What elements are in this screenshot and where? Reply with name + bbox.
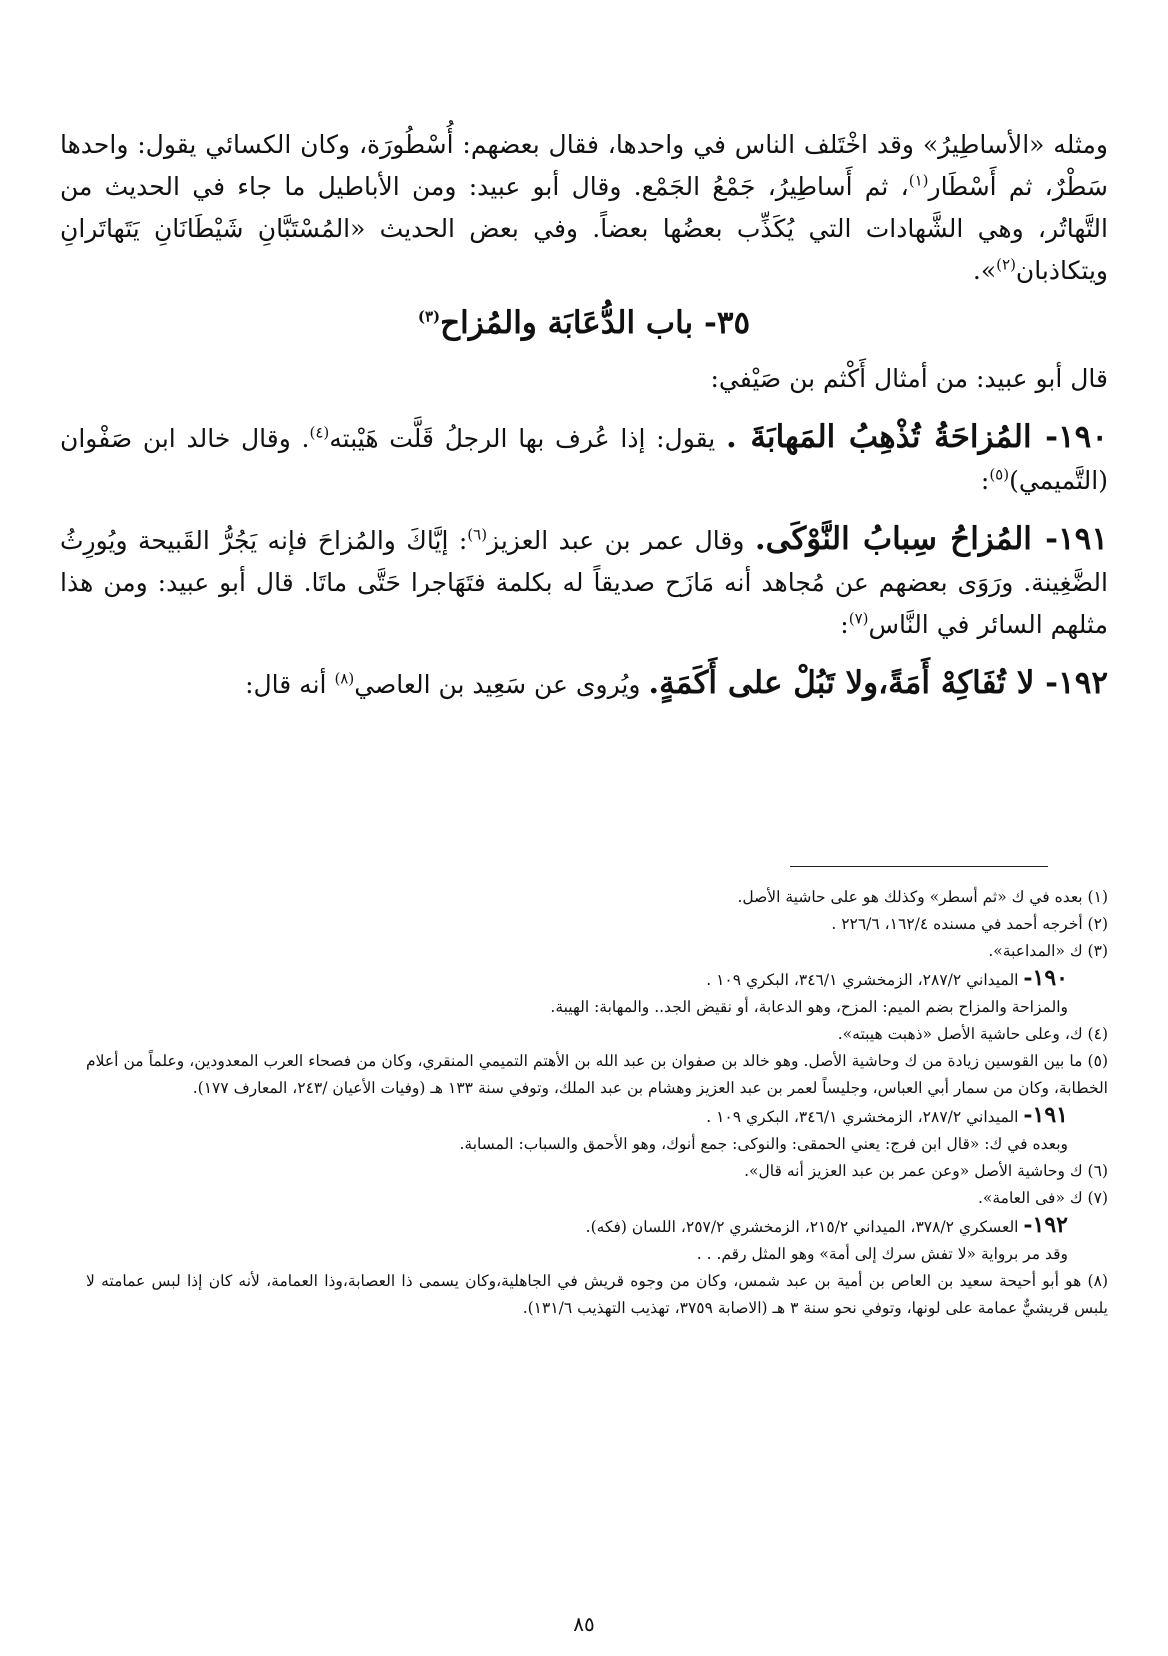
text-run: وقال عمر بن عبد العزيز	[487, 526, 755, 555]
text-run: :	[840, 610, 849, 639]
text-run: :	[980, 466, 990, 495]
footnote-ref: (٢)	[996, 255, 1016, 274]
chapter-heading	[60, 302, 1108, 344]
reference-number: ١٩١-	[1023, 1102, 1068, 1128]
text-run: ».	[972, 256, 997, 285]
footnote-3: (٣) ك «المداعبة».	[988, 942, 1108, 960]
text-run: أنه قال:	[245, 670, 335, 699]
footnote-ref: (٣)	[417, 307, 441, 326]
reference-192	[86, 1212, 1108, 1241]
footnote-1: (١) بعده في ك «ثم أسطر» وكذلك هو على حاشية الأصل.	[737, 888, 1108, 906]
note-191: وبعده في ك: «قال ابن فرج: يعني الحمقى: والنوكى: جمع أنوك، وهو الأحمق والسباب: المسابة.	[459, 1135, 1068, 1153]
paragraph-asatir	[60, 124, 1108, 292]
footnote-8: (٨) هو أبو أحيحة سعيد بن العاص بن أمية بن عبد شمس، وكان من وجوه قريش في الجاهلية،وكان يسمى ذا العصابة،وذا العمامة، لأنه كان إذا لبس عمامته لا يلبس قريشيٌّ عمامة على لونها، وتوفي نحو سنة ٣ هـ (الاصابة ٣٧٥٩، تهذيب التهذيب ١٣١/٦).	[86, 1272, 1108, 1317]
reference-text: الميداني ٢٨٧/٢، الزمخشري ٣٤٦/١، البكري ١٠٩ .	[706, 1108, 1024, 1126]
text-run: يقول: إذا عُرف بها الرجلُ قَلَّت هَيْبته	[329, 424, 726, 453]
text-run: ومثله «الأساطِيرُ» وقد اخْتَلف الناس في واحدها، فقال بعضهم: أُسْطُورَة، وكان الكسائي يقول: واحدها سَطْرٌ، ثم أَسْطَار	[60, 130, 1108, 201]
footnote-ref: (٤)	[309, 423, 330, 442]
text-run: : إيَّاكَ والمُزاحَ فإنه يَجُرُّ القَبيحة ويُورِثُ الضَّغِينة. ورَوَى بعضهم عن مُجاهد أنه مَازَح صديقاً له بكلمة فتَهَاجرا حَتَّى ماتَا. قال أبو عبيد: ومن هذا مثلهم السائر في النَّاس	[60, 526, 1108, 639]
note-190: والمزاحة والمزاح بضم الميم: المزح، وهو الدعابة، أو نقيض الجد.. والمهابة: الهيبة.	[550, 998, 1068, 1016]
text-run: . وقال خالد ابن صَفْوان (التَّميمي)	[60, 424, 1108, 495]
reference-191	[86, 1102, 1108, 1131]
reference-text: العسكري ٣٧٨/٢، الميداني ٢١٥/٢، الزمخشري ٢٥٧/٢، اللسان (فكه).	[585, 1218, 1024, 1236]
proverb-192	[60, 662, 1108, 706]
text-run: ويُروى عن سَعِيد بن العاصي	[354, 670, 649, 699]
proverb-title: ١٩١- المُزاحُ سِبابُ النَّوْكَى.	[754, 521, 1108, 557]
proverb-title: ١٩٠- المُزاحَةُ تُذْهِبُ المَهابَةَ .	[725, 419, 1108, 455]
main-text	[60, 124, 1108, 706]
proverb-191	[60, 518, 1108, 646]
footnote-2: (٢) أخرجه أحمد في مسنده ١٦٢/٤، ٢٢٦/٦ .	[831, 915, 1108, 933]
reference-190	[86, 965, 1108, 994]
proverb-title: ١٩٢- لا تُفَاكِهْ أَمَةً،ولا تَبُلْ على أَكَمَةٍ.	[648, 665, 1108, 701]
footnote-ref: (٥)	[989, 465, 1010, 484]
footnote-ref: (٨)	[334, 669, 355, 688]
paragraph-intro: قال أبو عبيد: من أمثال أَكْثم بن صَيْفي:	[710, 364, 1108, 393]
footnote-ref: (١)	[908, 171, 929, 190]
proverb-190	[60, 416, 1108, 502]
footnote-5: (٥) ما بين القوسين زيادة من ك وحاشية الأصل. وهو خالد بن صفوان بن عبد الله بن الأهتم التميمي المنقري، وكان من فصحاء العرب المعدودين، وعلماً من أعلام الخطابة، وكان من سمار أبي العباس، وجليساً لعمر بن عبد العزيز وهشام بن عبد الملك، وتوفي سنة ١٣٣ هـ (وفيات الأعيان /٢٤٣، المعارف ١٧٧).	[86, 1052, 1108, 1097]
footnote-divider	[790, 866, 1048, 867]
reference-number: ١٩٢-	[1023, 1212, 1068, 1238]
footnote-7: (٧) ك «فى العامة».	[977, 1189, 1108, 1207]
page-number: ٨٥	[573, 1612, 595, 1636]
reference-text: الميداني ٢٨٧/٢، الزمخشري ٣٤٦/١، البكري ١٠٩ .	[706, 971, 1024, 989]
footnotes-section	[86, 884, 1108, 1322]
text-run: ، ثم أَساطِيرُ، جَمْعُ الجَمْع. وقال أبو عبيد: ومن الأباطيل ما جاء في الحديث من التَّهاتُر، وهي الشَّهادات التي يُكَذِّب بعضُها بعضاً. وفي بعض الحديث «المُسْتَبَّانِ شَيْطَانَانِ يَتَهاتَرانِ ويتكاذبان	[60, 172, 1108, 285]
footnote-ref: (٦)	[467, 525, 488, 544]
note-192: وقد مر برواية «لا تفش سرك إلى أمة» وهو المثل رقم. . .	[696, 1245, 1068, 1263]
footnote-ref: (٧)	[848, 609, 869, 628]
footnote-6: (٦) ك وحاشية الأصل «وعن عمر بن عبد العزيز أنه قال».	[744, 1162, 1108, 1180]
heading-text: ٣٥- باب الدُّعَابَة والمُزاح	[440, 305, 751, 341]
reference-number: ١٩٠-	[1023, 965, 1068, 991]
footnote-4: (٤) ك، وعلى حاشية الأصل «ذهبت هيبته».	[837, 1025, 1108, 1043]
